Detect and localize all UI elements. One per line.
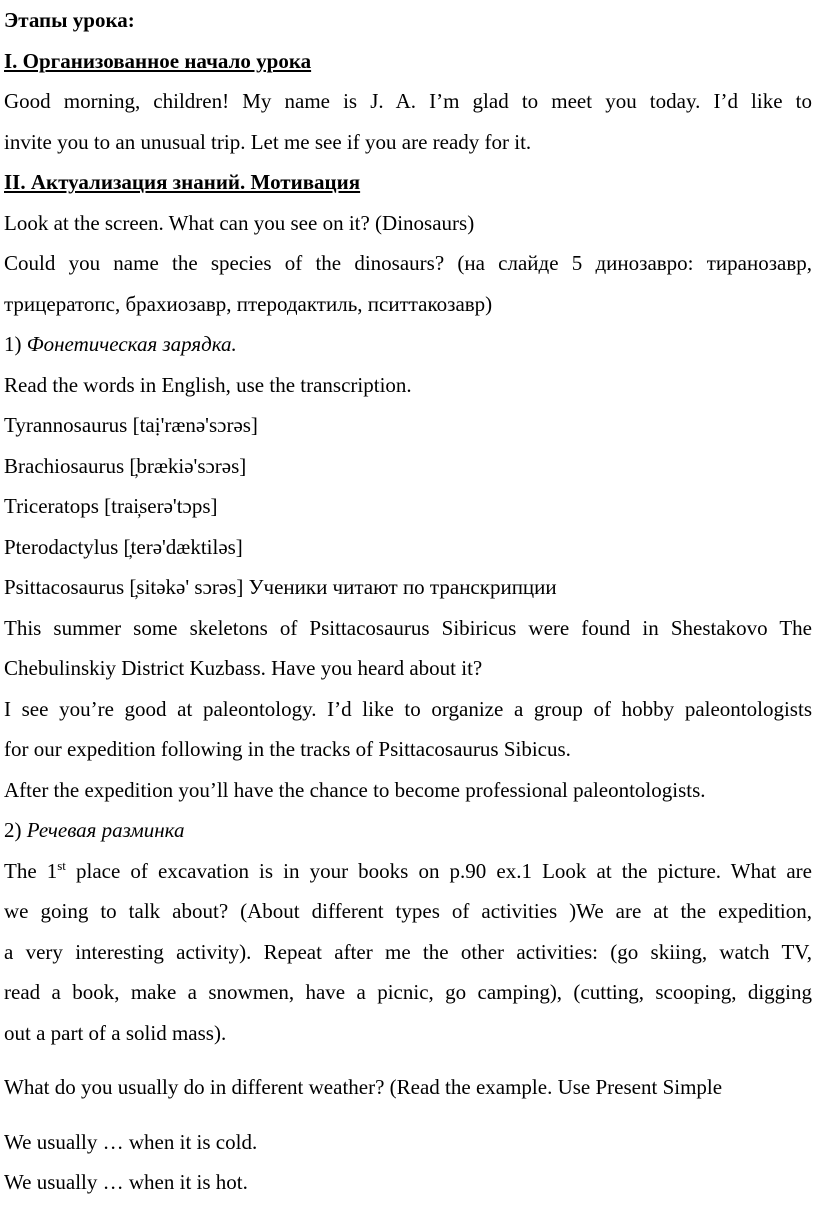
phonetic-line: This summer some skeletons of Psittacosaurus Sibiricus were found in Shestakovo The — [4, 615, 812, 640]
phonetic-instruction: Read the words in English, use the transcription. — [4, 372, 412, 397]
section-2-line: трицератопс, брахиозавр, птеродактиль, пситтакозавр) — [4, 291, 493, 316]
phonetic-line: Chebulinskiy District Kuzbass. Have you heard about it? — [4, 656, 483, 680]
speech-title: Речевая разминка — [26, 818, 185, 842]
speech-question: What do you usually do in different weather? (Read the example. Use Present Simple — [4, 1075, 723, 1099]
phonetic-line: I see you’re good at paleontology. I’d like to organize a group of hobby paleontologists — [4, 696, 812, 721]
transcription-word: Brachiosaurus [̦brækiə'sɔrəs] — [4, 453, 247, 478]
speech-line: a very interesting activity). Repeat after me the other activities: (go skiing, watch TV, — [4, 939, 812, 964]
phonetic-line: After the expedition you’ll have the chance to become professional paleontologists. — [4, 777, 706, 802]
phonetic-number: 1) — [4, 332, 22, 356]
speech-line: read a book, make a snowmen, have a picnic, go camping), (cutting, scooping, digging — [4, 980, 812, 1004]
ordinal-suffix: st — [57, 857, 66, 873]
transcription-word: Tyrannosaurus [taị'rænə'sɔrəs] — [4, 413, 258, 437]
section-2-title: II. Актуализация знаний. Мотивация — [4, 170, 361, 194]
speech-line: out a part of a solid mass). — [4, 1020, 227, 1045]
paragraph-spacer — [4, 1053, 812, 1067]
section-1-line: invite you to an unusual trip. Let me see if you are ready for it. — [4, 129, 532, 154]
transcription-word: Psittacosaurus [̦sitəkə' sɔrəs] Ученики читают по транскрипции — [4, 575, 557, 599]
speech-number: 2) — [4, 818, 22, 842]
section-1-title: I. Организованное начало урока — [4, 48, 312, 73]
speech-line — [4, 851, 812, 892]
transcription-word: Triceratops [trai̦serə'tɔps] — [4, 494, 218, 518]
speech-line-rest: place of excavation is in your books on p.90 ex.1 Look at the picture. What are — [65, 858, 812, 883]
section-2-line: Look at the screen. What can you see on it? (Dinosaurs) — [4, 210, 475, 235]
example-sentence: We usually … when it is cold. — [4, 1129, 258, 1154]
speech-line: we going to talk about? (About different types of activities )We are at the expedition, — [4, 899, 812, 923]
phonetic-subheading — [4, 324, 812, 365]
page-heading: Этапы урока: — [4, 8, 135, 32]
section-2-line: Could you name the species of the dinosaurs? (на слайде 5 динозавро: тиранозавр, — [4, 251, 812, 275]
example-sentence: We usually … when it is hot. — [4, 1170, 248, 1194]
section-1-line: Good morning, children! My name is J. A. I’m glad to meet you today. I’d like to — [4, 89, 812, 113]
phonetic-line: for our expedition following in the tracks of Psittacosaurus Sibicus. — [4, 737, 571, 761]
speech-line-start: The 1 — [4, 858, 58, 883]
transcription-word: Pterodactylus [̦terə'dæktiləs] — [4, 534, 243, 559]
phonetic-title: Фонетическая зарядка. — [26, 332, 237, 356]
paragraph-spacer — [4, 1108, 812, 1122]
speech-subheading — [4, 810, 812, 851]
